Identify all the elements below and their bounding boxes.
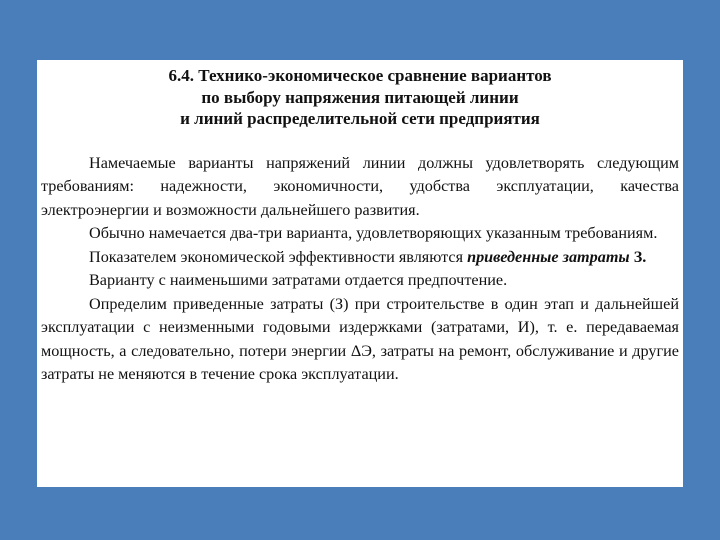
heading-line-3: и линий распределительной сети предприятия xyxy=(180,109,540,128)
document-page xyxy=(37,60,683,487)
heading-line-2: по выбору напряжения питающей линии xyxy=(201,87,519,107)
indicator-symbol: З. xyxy=(629,247,647,266)
indicator-text: Показателем экономической эффективности являются xyxy=(89,247,468,266)
paragraph-costs-definition: Определим приведенные затраты (З) при строительстве в один этап и дальнейшей эксплуатации с неизменными годовыми издержками (затратами, И), т. е. передаваемая мощность, а следовательно, потери энергии ΔЭ, затраты на ремонт, обслуживание и другие затраты не меняются в течение срока эксплуатации. xyxy=(41,294,679,383)
paragraph-indicator xyxy=(41,246,679,270)
indicator-emphasis: приведенные затраты xyxy=(467,247,630,266)
paragraph-preference: Варианту с наименьшими затратами отдается предпочтение. xyxy=(89,271,508,289)
paragraph-variants: Обычно намечается два-три варианта, удовлетворяющих указанным требованиям. xyxy=(89,224,658,242)
section-heading xyxy=(41,65,679,130)
heading-line-1: 6.4. Технико-экономическое сравнение вариантов xyxy=(168,66,552,85)
document-body xyxy=(41,152,679,387)
paragraph-requirements: Намечаемые варианты напряжений линии должны удовлетворять следующим требованиям: надежности, экономичности, удобства эксплуатации, качества электроэнергии и возможности дальнейшего развития. xyxy=(41,153,679,219)
